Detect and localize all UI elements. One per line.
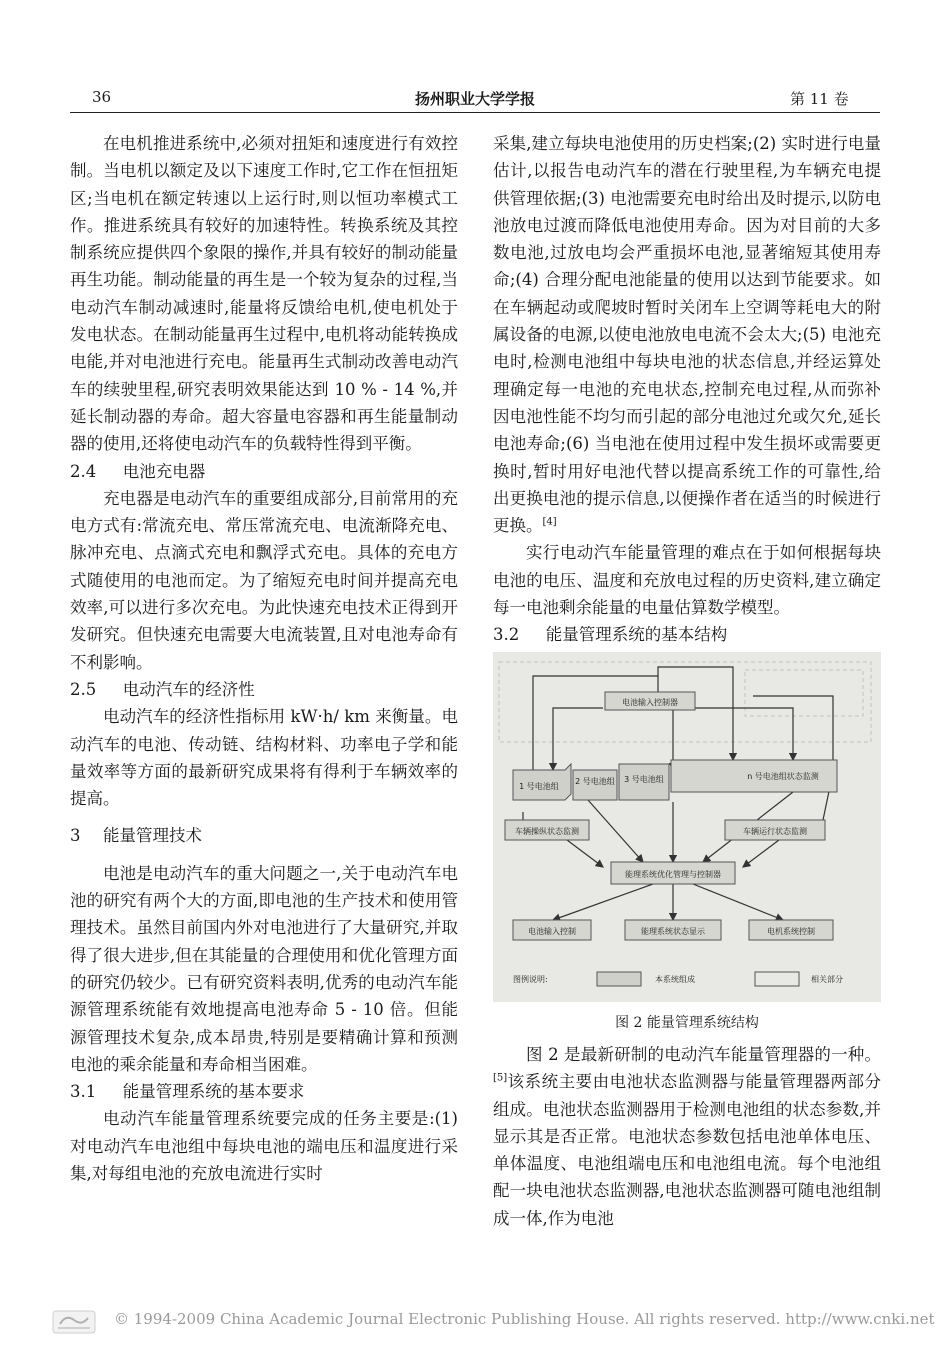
section-title: 电动汽车的经济性 xyxy=(122,679,255,699)
citation: [5] xyxy=(493,1072,508,1084)
section-title: 电池充电器 xyxy=(122,461,206,481)
section-heading xyxy=(70,822,458,849)
box-status-display xyxy=(625,920,721,940)
section-title: 能量管理技术 xyxy=(103,826,202,846)
legend-swatch-system xyxy=(597,972,641,986)
journal-title: 扬州职业大学学报 xyxy=(414,90,535,108)
svg-text:图例说明:: 图例说明: xyxy=(513,974,548,984)
svg-text:1 号电池组: 1 号电池组 xyxy=(519,781,559,791)
legend-swatch-related xyxy=(755,972,799,986)
svg-text:电机系统控制: 电机系统控制 xyxy=(767,926,815,936)
svg-text:电池输入控制器: 电池输入控制器 xyxy=(622,697,678,707)
svg-text:相关部分: 相关部分 xyxy=(811,974,843,984)
svg-text:本系统组成: 本系统组成 xyxy=(655,974,695,984)
svg-text:能理系统状态显示: 能理系统状态显示 xyxy=(641,926,705,936)
paragraph: 电池是电动汽车的重大问题之一,关于电动汽车电池的研究有两个大的方面,即电池的生产技术和使用管理技术。虽然目前国内外对电池进行了大量研究,并取得了很大进步,但在其能量的合理使用和优化管理方面的研究仍较少。已有研究资料表明,优秀的电动汽车能源管理系统能有效地提高电池寿命 5 - 10 倍。但能源管理技术复杂,成本昂贵,特别是要精确计算和预测电池的乘余能量和寿命相当困难。 xyxy=(70,863,458,1074)
section-heading xyxy=(70,676,458,703)
box-input-controller xyxy=(605,692,695,710)
section-heading xyxy=(70,1078,458,1105)
paragraph-text: 该系统主要由电池状态监测器与能量管理器两部分组成。电池状态监测器用于检测电池组的状态参数,并显示其是否正常。电池状态参数包括电池单体电压、单体温度、电池组端电压和电池组电流。每个电池组配一块电池状态监测器,电池状态监测器可随电池组制成一体,作为电池 xyxy=(493,1072,881,1228)
paragraph xyxy=(493,130,881,539)
section-title: 能量管理系统的基本要求 xyxy=(122,1082,305,1102)
section-number: 3.1 xyxy=(70,1082,97,1102)
region-outline xyxy=(745,670,863,716)
svg-text:3 号电池组: 3 号电池组 xyxy=(624,774,664,784)
volume-label: 第 11 卷 xyxy=(790,90,849,108)
citation: [4] xyxy=(542,516,557,528)
box-battery-pack-3 xyxy=(619,764,669,800)
copyright-text: © 1994-2009 China Academic Journal Electronic Publishing House. All rights reserved. http://www.cnki.net xyxy=(114,1310,935,1328)
section-number: 2.4 xyxy=(70,461,97,481)
paragraph: 电动汽车的经济性指标用 kW·h/ km 来衡量。电动汽车的电池、传动链、结构材料、功率电子学和能量效率等方面的最新研究成果将有得利于车辆效率的提高。 xyxy=(70,707,458,809)
paragraph: 实行电动汽车能量管理的难点在于如何根据每块电池的电压、温度和充放电过程的历史资料,建立确定每一电池剩余能量的电量估算数学模型。 xyxy=(493,543,881,618)
paragraph-text: 图 2 是最新研制的电动汽车能量管理器的一种。 xyxy=(526,1044,881,1064)
box-battery-pack-1 xyxy=(513,764,571,800)
figure-legend xyxy=(513,972,843,986)
paragraph: 电动汽车能量管理系统要完成的任务主要是:(1) 对电动汽车电池组中每块电池的端电压和温度进行采集,对每组电池的充放电流进行实时 xyxy=(70,1109,458,1183)
right-column xyxy=(493,130,881,1232)
svg-text:能理系统优化管理与控制器: 能理系统优化管理与控制器 xyxy=(625,869,721,879)
section-heading xyxy=(70,458,458,485)
page-number: 36 xyxy=(92,88,112,106)
cnki-logo-icon xyxy=(52,1310,96,1334)
box-optimizer-controller xyxy=(611,862,735,884)
box-vehicle-running-monitor xyxy=(725,820,825,840)
box-battery-input-control xyxy=(513,920,591,940)
paragraph-text: 采集,建立每块电池使用的历史档案;(2) 实时进行电量估计,以报告电动汽车的潜在行驶里程,为车辆充电提供管理依据;(3) 电池需要充电时给出及时提示,以防电池放电过渡而降低电池使用寿命。因为对目前的大多数电池,过放电均会严重损坏电池,显著缩短其使用寿命;(4) 合理分配电池能量的使用以达到节能要求。如在车辆起动或爬坡时暂时关闭车上空调等耗电大的附属设备的电源,以使电池放电电流不会太大;(5) 电池充电时,检测电池组中每块电池的状态信息,并经运算处理确定每一电池的充电状态,控制充电过程,从而弥补因电池性能不均匀而引起的部分电池过允或欠允,延长电池寿命;(6) 当电池在使用过程中发生损坏或需要更换时,暂时用好电池代替以提高系统工作的可靠性,给出更换电池的提示信息,以便操作者在适当的时候进行更换。 xyxy=(493,134,881,536)
box-motor-control xyxy=(749,920,833,940)
figure-diagram xyxy=(493,652,881,1002)
paragraph xyxy=(493,1041,881,1232)
svg-text:车辆操纵状态监测: 车辆操纵状态监测 xyxy=(515,826,579,836)
section-number: 3 xyxy=(70,826,81,846)
paragraph: 在电机推进系统中,必须对扭矩和速度进行有效控制。当电机以额定及以下速度工作时,它工作在恒扭矩区;当电机在额定转速以上运行时,则以恒功率模式工作。推进系统具有较好的加速特性。转换系统及其控制系统应提供四个象限的操作,并具有较好的制动能量再生功能。制动能量的再生是一个较为复杂的过程,当电动汽车制动减速时,能量将反馈给电机,使电机处于发电状态。在制动能量再生过程中,电机将动能转换成电能,并对电池进行充电。能量再生式制动改善电动汽车的续驶里程,研究表明效果能达到 10 % - 14 %,并延长制动器的寿命。超大容量电容器和再生能量制动器的使用,还将使电动汽车的负载特性得到平衡。 xyxy=(70,134,458,454)
section-heading xyxy=(493,621,881,648)
box-pack-n-monitor xyxy=(671,760,837,792)
svg-text:n 号电池组状态监测: n 号电池组状态监测 xyxy=(747,771,819,781)
left-column xyxy=(70,130,458,1187)
paragraph: 充电器是电动汽车的重要组成部分,目前常用的充电方式有:常流充电、常压常流充电、电流渐降充电、脉冲充电、点滴式充电和飘浮式充电。具体的充电方式随使用的电池而定。为了缩短充电时间并提高充电效率,可以进行多次充电。为此快速充电技术正得到开发研究。但快速充电需要大电流装置,且对电池寿命有不利影响。 xyxy=(70,488,458,672)
section-number: 3.2 xyxy=(493,625,520,645)
figure-energy-management-structure xyxy=(493,652,881,1002)
svg-text:电池输入控制: 电池输入控制 xyxy=(528,926,576,936)
box-battery-pack-2 xyxy=(573,770,617,800)
header-rule xyxy=(70,112,880,113)
footer xyxy=(52,1310,935,1336)
section-number: 2.5 xyxy=(70,679,97,699)
section-title: 能量管理系统的基本结构 xyxy=(545,625,728,645)
svg-text:2 号电池组: 2 号电池组 xyxy=(575,776,615,786)
svg-text:车辆运行状态监测: 车辆运行状态监测 xyxy=(743,826,807,836)
box-vehicle-operation-monitor xyxy=(505,820,589,840)
figure-caption: 图 2 能量管理系统结构 xyxy=(615,1014,759,1031)
